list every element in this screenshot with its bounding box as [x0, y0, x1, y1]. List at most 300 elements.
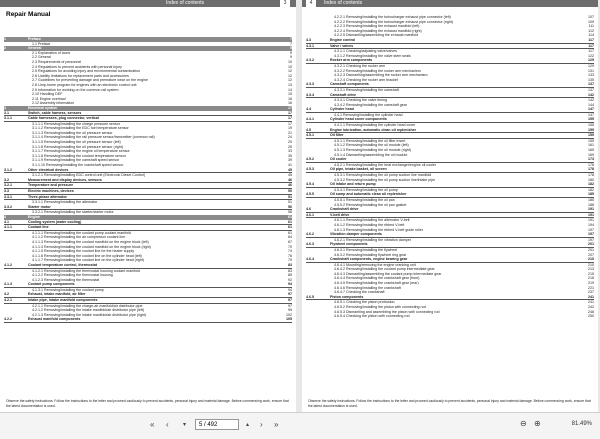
toc-entry-title: 4.2.2.5 Dismantling/assembling the exhaust manifold	[334, 33, 419, 38]
manual-title: Repair Manual	[6, 11, 51, 18]
toc-entry-page: 83	[288, 268, 292, 273]
page-total: / 492	[204, 422, 218, 428]
toc-entry-number: 3.2.1	[4, 183, 12, 188]
footer-note-right: Observe the safety instructions. Follow the instructions to the letter and proceed cautiously to prevent accidents, personal injury and material damage. Before commencing work, ensure that the latest documentation is used.	[308, 399, 591, 408]
toc-entry-page: 92	[288, 277, 292, 282]
toc-entry-number: 4.5.4	[306, 182, 314, 187]
toc-entry-title: 4.1.1.1 Removing/installing the coolant pump coolant manifold	[32, 230, 131, 235]
toc-entry-page: 94	[288, 287, 292, 292]
toc-entry-title: 4.6.4.3 Dismantling/assembling the coolant pump intermediate gear	[334, 271, 442, 276]
toc-entry-page: 210	[588, 257, 594, 262]
toc-entry-number: 4.1	[4, 219, 9, 224]
toc-entry-number: 4.2	[4, 292, 9, 297]
toc-entry-page: 129	[588, 58, 594, 63]
toc-entry-page: 213	[588, 267, 594, 272]
toc-entry-page: 135	[588, 77, 594, 82]
toc-entry-page: 248	[588, 309, 594, 314]
toc-entry-page: 39	[288, 158, 292, 163]
toc-entry-title: 4.5.1.3 Removing/installing the oil module (right)	[334, 148, 411, 153]
toc-entry-title: Cooling system (water cooling)	[28, 219, 82, 224]
toc-entry-title: 3.1.1.7 Removing/installing the engine oil temperature sensor	[32, 149, 130, 154]
toc-entry-number: 4.5.5	[306, 192, 314, 197]
toc-entry-title: V-belt drive	[330, 212, 350, 217]
toc-entry-title: 4.2.1.1 Removing/installing the charge-air manifold/air distributor pipe	[32, 303, 143, 308]
toc-entry-page: 111	[588, 24, 594, 29]
toc-entry-number: 4.1.2	[4, 262, 12, 267]
toc-entry-page: 142	[588, 98, 594, 103]
toc-entry-title: Cable harnesses, plug connector, vertical	[28, 116, 99, 121]
toc-entry-title: 4.2.1.3 Removing/installing the intake manifold/air distributor pipe (right)	[32, 312, 147, 317]
toc-entry-number: 4.4.1	[306, 117, 314, 122]
toc-entry-page: 215	[588, 271, 594, 276]
toc-entry-title: Valve / valves	[330, 43, 354, 48]
toc-entry-page: 242	[588, 305, 594, 310]
toc-entry-number: 4	[4, 214, 6, 219]
toc-entry-title: 3.1.1.2 Removing/installing the EDC fuel temperature sensor	[32, 126, 129, 131]
toc-entry-page: 194	[588, 222, 594, 227]
toc-entry-title: 3.1.1.6 Removing/installing the oil pressure sensor (right)	[32, 144, 123, 149]
toc-entry-title: 2.3 Requirements of personnel	[32, 59, 82, 64]
toc-entry-title: 2.4 Regulations to prevent accidents with personal injury	[32, 64, 122, 69]
toc-entry-title: 4.3.2.1 Checking the rocker arm	[334, 63, 386, 68]
zoom-level[interactable]: 81.49%	[571, 421, 592, 427]
toc-entry-title: 2.10 Handling DEF	[32, 92, 63, 97]
toc-entry-page: 180	[588, 177, 594, 182]
toc-entry-title: 4.3.4.1 Checking the valve timing	[334, 98, 387, 103]
toc-entry-title: Piston components	[330, 294, 364, 299]
toc-entry-title: Oil filter	[330, 133, 344, 138]
toc-entry-page: 117	[588, 37, 594, 42]
right-header	[302, 0, 598, 7]
toc-entry-title: 4.5.3.1 Removing/installing the oil pump suction line manifold	[334, 173, 432, 177]
toc-entry-page: 182	[588, 187, 594, 192]
toc-entry-title: 1.1 Preface	[32, 41, 51, 46]
toc-entry-page: 99	[288, 308, 292, 313]
toc-entry-title: 4.6.1.2 Removing/installing the ribbed V-belt	[334, 222, 405, 227]
toc-entry-title: 4.6.5.2 Removing/installing the piston with connecting rod	[334, 305, 426, 310]
toc-entry-page: 169	[588, 152, 594, 157]
toc-entry-page: 97	[288, 303, 292, 308]
toc-entry-title: Coolant pump components	[28, 282, 75, 287]
toc-entry-title: 4.1.1.6 Removing/installing the coolant line on the cylinder head (left)	[32, 253, 142, 258]
toc-entry-title: 4.1.1.3 Removing/installing the coolant manifold on the engine block (left)	[32, 239, 149, 244]
toc-entry-title: Electrical system	[28, 105, 58, 110]
toc-entry-number: 3.1.2	[4, 167, 12, 172]
toc-entry-page: 45	[288, 173, 292, 178]
toc-entry-page: 221	[588, 285, 594, 290]
zoom-in-icon[interactable]: ⊕	[534, 419, 541, 428]
toc-entry-title: 4.2.2.1 Removing/installing the turbocharger exhaust pipe connector (left)	[334, 15, 451, 19]
toc-entry-number: 4.1.3	[4, 282, 12, 287]
toc-entry-page: 26	[288, 144, 292, 149]
toc-entry-title: 2.7 Guidelines for preventing damage and premature wear on the engine	[32, 78, 148, 83]
toc-entry-title: 4.5.1.4 Dismantling/assembling the oil module	[334, 152, 408, 157]
toc-entry-page: 197	[588, 227, 594, 232]
toc-entry-title: 4.5.3.2 Removing/installing the oil pump suction line/intake pipe	[334, 177, 436, 182]
toc-entry-title: 4.1.3.1 Removing/installing the coolant pump	[32, 287, 104, 292]
toc-entry-title: 3.3.1.1 Removing/installing the alternator	[32, 200, 98, 205]
toc-entry-number: 3.3.2	[4, 204, 12, 209]
toc-entry-page: 137	[588, 87, 594, 92]
toc-entry-page: 94	[288, 282, 292, 287]
toc-entry-page: 207	[588, 252, 594, 257]
toc-entry-title: 4.1.2.3 Removing/installing the thermostat	[32, 277, 100, 282]
toc-entry-title: 3.1.1.5 Removing/installing the oil pressure sensor (left)	[32, 140, 121, 145]
toc-entry-page: 122	[588, 53, 594, 58]
page-number-input[interactable]	[195, 419, 239, 430]
toc-entry-page: 7	[290, 41, 292, 46]
toc-entry-title: 4.6.4.2 Removing/installing the coolant pump intermediate gear	[334, 267, 435, 272]
toc-entry-page: 185	[588, 197, 594, 202]
toc-entry-title: 4.2.2.2 Removing/installing the turbocharger exhaust pipe connector (right)	[334, 19, 454, 24]
toc-entry-title: Camshaft components	[330, 82, 369, 87]
toc-entry-page: 185	[588, 192, 594, 197]
toc-entry-title: Other electrical devices	[28, 167, 69, 172]
toc-entry-number: 4.5	[306, 127, 311, 132]
toc-entry-page: 61	[288, 219, 292, 224]
toc-entry-title: Oil sump and automatic clean oil replenisher	[330, 192, 407, 197]
toc-entry-page: 165	[588, 148, 594, 153]
toc-entry-page: 114	[588, 33, 594, 38]
toc-entry-page: 45	[288, 167, 292, 172]
toc-entry-page: 74	[288, 249, 292, 254]
toc-entry-page: 17	[288, 121, 292, 126]
toc-entry-number: 4.6.1	[306, 212, 314, 217]
toc-entry-title: 4.6.5.4 Checking the piston with connecting rod	[334, 314, 410, 319]
toc-entry-number: 4.3.4	[306, 92, 314, 97]
toc-entry-title: Oil pipe, intake basket, oil screen	[330, 167, 387, 172]
toc-entry-number: 3.3.1	[4, 194, 12, 199]
toc-entry-title: Three-phase alternator	[28, 194, 67, 199]
toc-entry-page: 85	[288, 273, 292, 278]
toc-entry-page: 79	[288, 258, 292, 263]
toc-entry-title: 4.6.4.5 Removing/installing the crankshaft gear (rear)	[334, 281, 419, 286]
toc-entry-title: Coolant temperature control, thermostat	[28, 262, 97, 267]
toc-entry-page: 10	[288, 64, 292, 69]
toc-entry-title: 2.2 General	[32, 55, 51, 60]
toc-entry-page: 117	[588, 43, 594, 48]
toc-entry-title: Temperature and pressure	[28, 183, 74, 188]
toc-right	[306, 15, 594, 319]
toc-entry-title: 4.5.1.2 Removing/installing the oil module (left)	[334, 143, 409, 148]
toc-entry-title: General	[28, 46, 42, 51]
zoom-out-icon[interactable]: ⊖	[520, 419, 527, 428]
toc-entry-title: 4.3.1.1 Checking/adjusting valve/valves	[334, 49, 397, 54]
toc-entry-number: 4.3	[306, 37, 311, 42]
up-arrow-icon[interactable]: ▴	[246, 422, 250, 428]
toc-entry-title: 2.8 Limp-home program for engines with an electronic control unit	[32, 82, 137, 87]
toc-entry-title: Starter motor	[28, 204, 51, 209]
toc-entry-page: 10	[288, 59, 292, 64]
toc-entry-title: Engine control	[330, 37, 356, 42]
toc-entry-page: 35	[288, 153, 292, 158]
toc-entry-number: 4.1.1	[4, 225, 12, 230]
toc-entry-page: 56	[288, 210, 292, 215]
toc-entry-number: 4.6.3	[306, 242, 314, 247]
toc-entry-title: 4.6.3.1 Removing/installing the flywheel	[334, 247, 398, 252]
toc-entry-title: Cylinder head cover components	[330, 117, 387, 122]
toc-entry-page: 46	[288, 183, 292, 188]
left-header	[0, 0, 296, 7]
toc-entry-title: 4.1.1.7 Removing/installing the coolant line on the cylinder head (right)	[32, 258, 145, 263]
toc-entry-page: 17	[288, 105, 292, 110]
toc-entry-number: 3	[4, 105, 6, 110]
toc-entry-title: Exhaust, intake manifold, air filter	[28, 292, 86, 297]
last-page-icon[interactable]: »	[274, 420, 279, 429]
toc-entry-page: 201	[588, 247, 594, 252]
toc-entry-page: 9	[290, 46, 292, 51]
toc-entry-title: 2.6 Liability limitations for replacement parts and accessories	[32, 73, 129, 78]
prev-page-icon[interactable]: ‹	[166, 420, 169, 429]
toc-entry-title: 4.3.2.2 Removing/installing the rocker arm mechanism	[334, 68, 421, 73]
toc-entry-number: 4.3.2	[306, 58, 314, 63]
toc-entry-page: 201	[588, 242, 594, 247]
toc-entry-title: 3.1.2.1 Removing/installing EDC control unit (Electronic Diesel Control)	[32, 173, 146, 178]
toc-entry-title: 4.3.2.3 Dismantling/assembling the rocker arm mechanism	[334, 73, 428, 78]
first-page-icon[interactable]: «	[150, 420, 155, 429]
toc-entry-page: 144	[588, 102, 594, 107]
toc-entry-page: 178	[588, 173, 594, 177]
toc-entry-page: 197	[588, 232, 594, 237]
toc-entry-number: 3.1.1	[4, 116, 12, 121]
toc-entry-title: 3.1.1.1 Removing/installing the charge pressure sensor	[32, 121, 120, 126]
toc-entry-page: 50	[288, 189, 292, 193]
toc-entry-title: Crankshaft drive	[330, 207, 359, 212]
toc-entry-page: 102	[286, 312, 292, 317]
toc-entry-page: 112	[588, 28, 594, 33]
page-current: 5	[199, 422, 203, 428]
toc-entry-title: 3.1.1.10 Removing/installing the crankshaft speed sensor	[32, 163, 124, 168]
toc-entry-title: Engine lubrication, automatic clean oil replenisher	[330, 127, 417, 132]
toc-entry-page: 41	[288, 163, 292, 168]
toc-entry-number: 3.3	[4, 189, 9, 193]
left-page	[0, 0, 296, 412]
toc-entry-title: Crankshaft components, engine bearing gear	[330, 257, 408, 262]
toc-entry-page: 178	[588, 167, 594, 172]
toc-entry-page: 176	[588, 162, 594, 167]
toc-entry-title: Oil intake and return pump	[330, 182, 376, 187]
toc-entry-number: 4.3.1	[306, 43, 314, 48]
next-page-icon[interactable]: ›	[260, 420, 263, 429]
page-number-right: 4	[306, 0, 316, 7]
toc-entry-title: 4.4.1.1 Removing/installing the cylinder head cover	[334, 123, 416, 128]
toc-entry-title: Measurement and display devices, sensors	[28, 177, 102, 182]
toc-entry-title: 4.3.4.2 Removing/installing the camshaft gear	[334, 102, 407, 107]
toc-entry-title: 2.5 Regulations for avoiding injury and environmental contamination	[32, 69, 141, 74]
header-label-right: Index of contents	[324, 0, 363, 6]
toc-entry-title: 4.4.1 Removing/installing the cylinder head	[334, 112, 403, 117]
toc-entry-page: 191	[588, 218, 594, 223]
toc-entry-page: 147	[588, 107, 594, 112]
toc-entry-page: 159	[588, 127, 594, 132]
toc-entry-title: 4.5.4.1 Removing/installing the oil pump	[334, 187, 398, 192]
toc-entry-title: 4.5.5.2 Removing/installing the oil pan gasket	[334, 202, 407, 207]
toc-entry-number: 4.5.3	[306, 167, 314, 172]
toc-entry-page: 173	[588, 157, 594, 162]
toc-entry-page: 61	[288, 214, 292, 219]
toc-entry-page: 97	[288, 292, 292, 297]
toc-entry-page: 155	[588, 123, 594, 128]
toc-entry-title: 4.6.1.1 Removing/installing the alternator V-belt	[334, 218, 410, 223]
footer-note-left: Observe the safety instructions. Follow the instructions to the letter and proceed cautiously to prevent accidents, personal injury and material damage. Before commencing work, ensure that the latest documentation is used.	[6, 399, 289, 408]
toc-entry-page: 51	[288, 194, 292, 199]
right-page	[302, 0, 598, 412]
toc-entry-page: 12	[288, 78, 292, 83]
toc-entry-title: 4.1.1.2 Removing/installing the air compressor coolant line	[32, 235, 126, 240]
toc-entry-page: 24	[288, 135, 292, 140]
viewer-toolbar	[0, 412, 600, 439]
toc-entry-title: 4.6.2.1 Removing/installing the vibration damper	[334, 237, 411, 242]
toc-entry-page: 17	[288, 110, 292, 115]
toc-entry-page: 216	[588, 276, 594, 281]
toc-entry-page: 16	[288, 101, 292, 106]
toc-entry-page: 191	[588, 212, 594, 217]
toc-entry-page: 197	[588, 237, 594, 242]
toc-entry-title: 2.12 Assembly information	[32, 101, 75, 106]
toc-entry-page: 15	[288, 92, 292, 97]
toc-entry-title: 4.2.2.3 Removing/installing the exhaust manifold (left)	[334, 24, 420, 29]
toc-entry-page: 147	[588, 112, 594, 117]
toc-entry-title: Flywheel components	[330, 242, 368, 247]
header-label: Index of contents	[166, 0, 205, 6]
toc-entry-page: 97	[288, 298, 292, 303]
toc-entry-title: 4.1.1.4 Removing/installing the coolant manifold on the engine block (right)	[32, 244, 151, 249]
toc-entry-number: 3.2	[4, 177, 9, 182]
toc-entry-title: Rocker arm components	[330, 58, 373, 63]
toc-entry-number: 4.3.3	[306, 82, 314, 87]
toc-entry-page: 64	[288, 235, 292, 240]
toc-entry-number: 4.2.1	[4, 298, 12, 303]
toc-entry-title: 4.6.1.3 Removing/installing the ribbed V-belt guide roller	[334, 227, 424, 232]
toc-entry-page: 109	[588, 19, 594, 24]
toc-entry-title: 4.5.1.1 Removing/installing the oil filter insert	[334, 138, 406, 143]
toc-entry-title: 4.6.5.1 Checking the piston protrusion	[334, 300, 395, 305]
toc-entry-title: 2.9 Information for working on the common rail system	[32, 87, 119, 92]
toc-entry-title: Switch, cable harness, sensors	[28, 110, 82, 115]
toc-entry[interactable]	[4, 317, 292, 323]
toc-entry-number: 4.5.2	[306, 157, 314, 162]
toc-left	[4, 37, 292, 323]
toc-entry-page: 155	[588, 117, 594, 122]
toc-entry-title: 4.1.2.2 Removing/installing the thermostat housing	[32, 273, 113, 278]
toc-entry-page: 107	[588, 15, 594, 19]
toc-entry-page: 161	[588, 143, 594, 148]
toc-entry-page: 133	[588, 73, 594, 78]
toc-entry-title: 3.1.1.3 Removing/installing the oil pressure sensor	[32, 130, 113, 135]
toc-entry-title: 3.3.2.1 Removing/installing the starter/starter motor	[32, 210, 114, 215]
toc-entry-title: Camshaft drive	[330, 92, 356, 97]
toc-entry-number: 2	[4, 46, 6, 51]
toc-entry-title: Engine	[28, 214, 40, 219]
toc-entry-page: 25	[288, 140, 292, 145]
toc-entry-number: 4.2.2	[4, 317, 12, 322]
toc-entry-page: 14	[288, 87, 292, 92]
toc-entry-title: Coolant line	[28, 225, 49, 230]
toc-entry-page: 76	[288, 253, 292, 258]
toc-entry-title: 4.3.2.4 Checking the rocker arm bracket	[334, 77, 398, 82]
toc-entry-page: 159	[588, 133, 594, 138]
toc-entry-title: 4.6.5.3 Dismantling and assembling the piston with connecting rod	[334, 309, 440, 314]
toc-entry-title: 4.6.3.2 Removing/installing flywheel ring gear	[334, 252, 407, 257]
toc-entry-title: 4.3.1.2 Removing/installing the valve stem seals	[334, 53, 411, 58]
toc-entry-title: 4.2.1.2 Removing/installing the intake manifold/air distributor pipe (left)	[32, 308, 145, 313]
toc-entry-page: 17	[288, 116, 292, 121]
toc-entry-page: 188	[588, 202, 594, 207]
toc-entry[interactable]	[306, 314, 594, 319]
toc-entry-number: 3.1	[4, 110, 9, 115]
toc-entry-title: 4.6.4.4 Removing/installing the crankshaft gear (front)	[334, 276, 420, 281]
toc-entry-page: 61	[288, 225, 292, 230]
toc-entry-page: 83	[288, 262, 292, 267]
toc-entry-page: 241	[588, 294, 594, 299]
toc-entry-page: 19	[288, 126, 292, 131]
toc-entry-page: 56	[288, 204, 292, 209]
toc-entry-title: 4.6.4.6 Removing/installing the crankshaft	[334, 285, 401, 290]
toc-entry-number: 1	[4, 37, 6, 41]
toc-entry-number: 4.5.1	[306, 133, 314, 138]
toc-entry-page: 137	[588, 82, 594, 87]
toc-entry-page: 21	[288, 130, 292, 135]
toc-entry-title: 4.5.5.1 Removing/installing the oil pan	[334, 197, 395, 202]
toc-entry-page: 16	[288, 96, 292, 101]
toc-entry-page: 105	[286, 317, 292, 322]
toc-entry-page: 129	[588, 63, 594, 68]
toc-entry-title: Cylinder head	[330, 107, 354, 112]
toc-entry-number: 4.4	[306, 107, 311, 112]
toc-entry-title: 4.5.2.1 Removing/installing the heat exchanger/engine oil cooler	[334, 162, 437, 167]
toc-entry-title: 2.11 Engine overhaul	[32, 96, 66, 101]
toc-entry-title: Electric machines, devices	[28, 189, 74, 193]
toc-entry-page: 9	[290, 50, 292, 55]
toc-entry-title: Preface	[28, 37, 41, 41]
toc-entry-title: Intake pipe, intake manifold components	[28, 298, 98, 303]
down-arrow-icon[interactable]: ▾	[183, 422, 187, 428]
toc-entry-title: 3.1.1.9 Removing/installing the camshaft speed sensor	[32, 158, 120, 163]
toc-entry-title: 4.6.4.7 Checking the crankshaft	[334, 290, 385, 295]
toc-entry-title: Vibration damper components	[330, 232, 382, 237]
toc-entry-page: 9	[290, 55, 292, 60]
toc-entry-page: 182	[588, 182, 594, 187]
toc-entry-page: 7	[290, 37, 292, 41]
toc-entry-page: 250	[588, 314, 594, 319]
toc-entry-title: 4.1.2.1 Removing/installing the thermostat housing coolant manifold	[32, 268, 140, 273]
page-number-left: 3	[280, 0, 290, 7]
toc-entry-page: 117	[588, 49, 594, 54]
toc-entry-title: 4.2.2.4 Removing/installing the exhaust manifold (right)	[334, 28, 422, 33]
toc-entry-page: 61	[288, 230, 292, 235]
toc-entry-page: 219	[588, 281, 594, 286]
toc-entry-page: 142	[588, 92, 594, 97]
toc-entry-page: 46	[288, 177, 292, 182]
toc-entry-number: 4.6.2	[306, 232, 314, 237]
toc-entry-number: 4.6.5	[306, 294, 314, 299]
toc-entry-title: 3.1.1.8 Removing/installing the coolant temperature sensor	[32, 153, 126, 158]
toc-entry-title: 4.6.4.1 Mounting/removing the engine cranking unit	[334, 262, 416, 267]
toc-entry-number: 4.6	[306, 207, 311, 212]
toc-entry-page: 13	[288, 82, 292, 87]
toc-entry-page: 131	[588, 68, 594, 73]
toc-entry-title: Oil cooler	[330, 157, 347, 162]
toc-entry-page: 159	[588, 138, 594, 143]
toc-entry-page: 51	[288, 200, 292, 205]
toc-entry-page: 241	[588, 300, 594, 305]
toc-entry-number: 4.6.4	[306, 257, 314, 262]
toc-entry-title: 4.3.3.1 Removing/installing the camshaft	[334, 87, 399, 92]
toc-entry-page: 67	[288, 239, 292, 244]
toc-entry-page: 12	[288, 73, 292, 78]
toc-entry-page: 33	[288, 149, 292, 154]
toc-entry-title: 4.1.1.5 Removing/installing the coolant line for the heater supply	[32, 249, 135, 254]
